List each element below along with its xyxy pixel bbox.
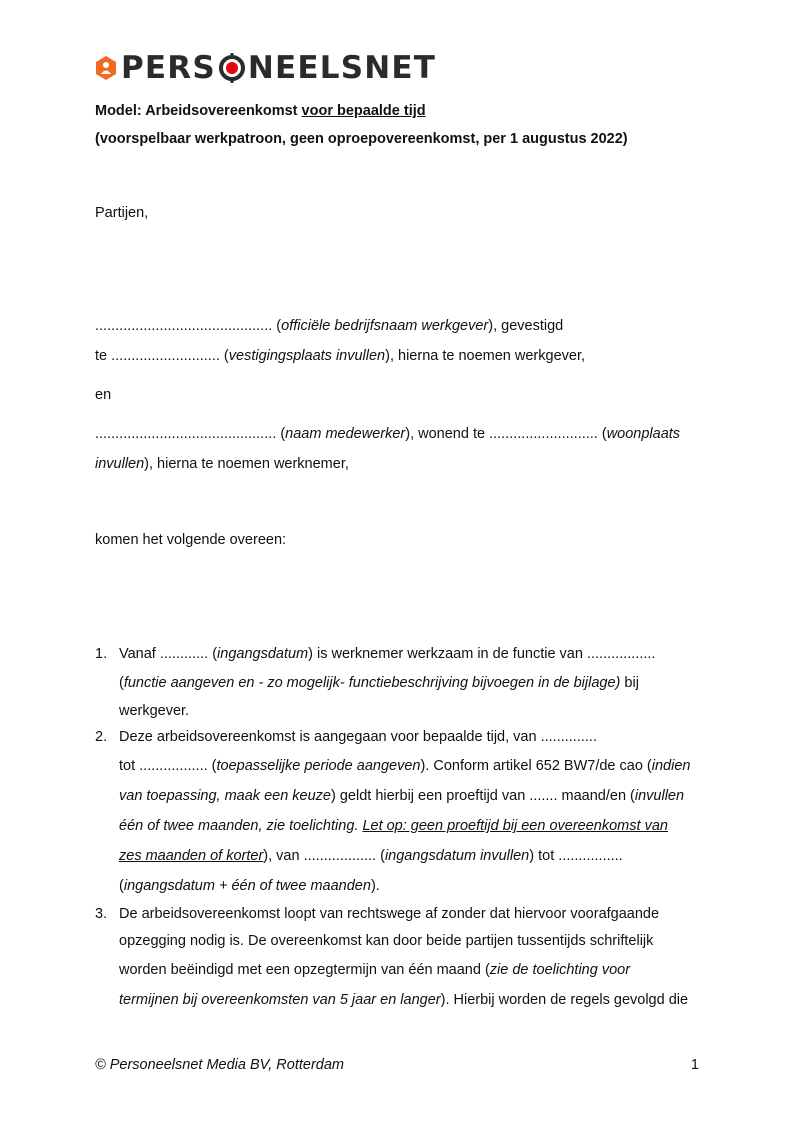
a2-l2-a: tot ................. (	[119, 758, 217, 774]
employer-line-1	[95, 318, 563, 334]
a2-l6-b: ).	[370, 878, 380, 894]
employer-end: ), hierna te noemen werkgever,	[385, 348, 586, 364]
title-prefix: Model: Arbeidsovereenkomst	[95, 103, 302, 119]
article-3-line-4	[119, 992, 688, 1008]
document-title	[95, 103, 426, 119]
a3-l3-a: worden beëindigd met een opzegtermijn van één maand (	[119, 962, 490, 978]
a2-l3-i: van toepassing, maak een keuze	[119, 788, 331, 804]
article-2-line-1: Deze arbeidsovereenkomst is aangegaan voor bepaalde tijd, van ..............	[119, 729, 597, 745]
agree-line: komen het volgende overeen:	[95, 532, 287, 548]
a1-l1-b: ) is werknemer werkzaam in de functie van .................	[308, 646, 656, 662]
logo-wordmark	[121, 50, 436, 86]
employee-name-hint: naam medewerker	[285, 426, 406, 442]
article-3-line-3	[119, 962, 630, 978]
personeelsnet-logo	[95, 50, 436, 86]
a3-l4-i: termijnen bij overeenkomsten van 5 jaar en langer	[119, 992, 441, 1008]
employee-line-1	[95, 426, 680, 442]
a2-l5-b: ), van .................. (	[263, 848, 385, 864]
article-2-line-2	[119, 758, 690, 774]
a1-l2-i: functie aangeven en - zo mogelijk- functiebeschrijving bijvoegen in de bijlage)	[123, 675, 621, 691]
a2-l6-i: ingangsdatum + één of twee maanden	[123, 878, 371, 894]
hexagon-person-icon	[95, 55, 117, 81]
article-1-line-2	[119, 675, 639, 691]
a2-l6-a: (	[119, 878, 124, 894]
a2-l2-i2: indien	[651, 758, 691, 774]
a2-l5-c: ) tot ................	[529, 848, 623, 864]
a2-l2-i: toepasselijke periode aangeven	[216, 758, 421, 774]
employer-line-2	[95, 348, 585, 364]
employer-name-hint: officiële bedrijfsnaam werkgever	[281, 318, 489, 334]
a2-l5-u: zes maanden of korter	[119, 848, 264, 864]
employee-end: ), hierna te noemen werknemer,	[144, 456, 349, 472]
parties-label: Partijen,	[95, 205, 149, 221]
employee-place-hint-2: invullen	[95, 456, 145, 472]
article-3-number: 3.	[95, 906, 108, 922]
employer-place-hint: vestigingsplaats invullen	[228, 348, 386, 364]
a2-l4-u: Let op: geen proeftijd bij een overeenkomst van	[362, 818, 668, 834]
en-label: en	[95, 387, 112, 403]
a2-l3-i2: invullen	[634, 788, 685, 804]
a2-l4-i: één of twee maanden, zie toelichting.	[119, 818, 363, 834]
article-2-number: 2.	[95, 729, 108, 745]
a3-l4-b: ). Hierbij worden de regels gevolgd die	[440, 992, 689, 1008]
a1-l1-i: ingangsdatum	[217, 646, 309, 662]
article-2-line-4	[119, 818, 668, 834]
a2-l5-i: ingangsdatum invullen	[384, 848, 530, 864]
footer-copyright: © Personeelsnet Media BV, Rotterdam	[95, 1057, 344, 1073]
title-underlined: voor bepaalde tijd	[301, 103, 426, 119]
employee-place-hint-1: woonplaats	[606, 426, 681, 442]
article-1-number: 1.	[95, 646, 108, 662]
article-3-line-1: De arbeidsovereenkomst loopt van rechtswege af zonder dat hiervoor voorafgaande	[119, 906, 660, 922]
employer-after: ), gevestigd	[488, 318, 564, 334]
a1-l2-a: (	[119, 675, 124, 691]
employer-dots: ............................................ (	[95, 318, 282, 334]
document-subtitle: (voorspelbaar werkpatroon, geen oproepovereenkomst, per 1 augustus 2022)	[95, 131, 628, 147]
article-1-line-3: werkgever.	[119, 703, 190, 719]
article-2-line-3	[119, 788, 684, 804]
a3-l3-i: zie de toelichting voor	[489, 962, 631, 978]
article-3-line-2: opzegging nodig is. De overeenkomst kan door beide partijen tussentijds schriftelijk	[119, 933, 654, 949]
a1-l2-b: bij	[620, 675, 639, 691]
employee-line-2	[95, 456, 349, 472]
article-2-line-5	[119, 848, 623, 864]
article-1-line-1	[119, 646, 655, 662]
employee-mid: ), wonend te ........................... (	[405, 426, 607, 442]
logo-text-part1: PERS	[121, 50, 216, 86]
a1-l1-a: Vanaf ............ (	[119, 646, 218, 662]
employer-te: te ........................... (	[95, 348, 229, 364]
employee-dots: ............................................. (	[95, 426, 286, 442]
logo-text-part2: NEELSNET	[247, 50, 437, 86]
a2-l2-b: ). Conform artikel 652 BW7/de cao (	[420, 758, 652, 774]
a2-l3-b: ) geldt hierbij een proeftijd van ....... maand/en (	[331, 788, 635, 804]
article-2-line-6	[119, 878, 380, 894]
page-number: 1	[690, 1057, 699, 1073]
target-o-icon	[217, 53, 247, 83]
